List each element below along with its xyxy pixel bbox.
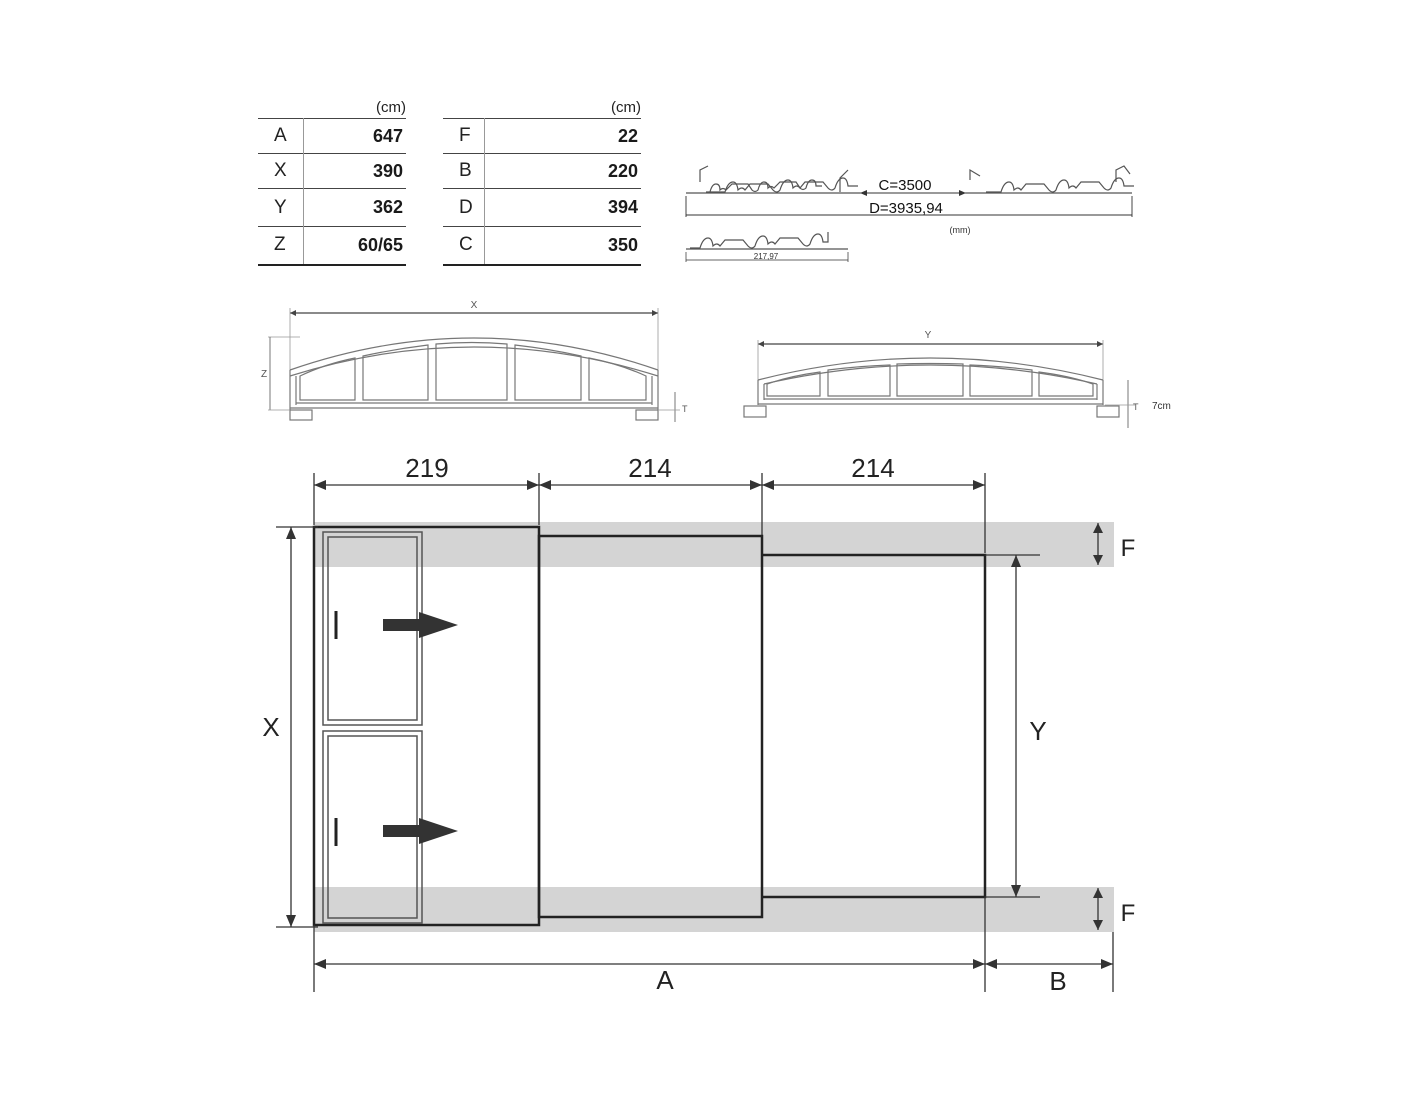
arrow-right-icon (383, 818, 458, 844)
y-width-label: Y (924, 330, 932, 341)
f-band-top (314, 522, 1114, 567)
dim-value: 362 (304, 189, 407, 227)
t-label: T (682, 404, 688, 414)
unit-label: (cm) (376, 98, 406, 116)
door (323, 532, 422, 923)
plan-view (262, 453, 1135, 996)
dim-key: C (443, 227, 485, 265)
dim-key: F (443, 119, 485, 154)
segment-1-width: 219 (405, 453, 449, 483)
segment-3-width: 214 (851, 453, 895, 483)
dim-value: 60/65 (304, 227, 407, 265)
dim-key: X (258, 154, 304, 189)
dim-value: 220 (485, 154, 642, 189)
side-view-x (268, 308, 680, 422)
arrow-right-icon (383, 612, 458, 638)
x-dimension-label: X (262, 712, 280, 742)
f-label-bottom: F (1120, 900, 1136, 927)
module-3 (762, 555, 985, 897)
module-1 (314, 527, 539, 925)
y-dimension-label: Y (1029, 716, 1047, 746)
dim-key: B (443, 154, 485, 189)
c-dimension-label: C=3500 (878, 177, 932, 194)
segment-2-width: 214 (628, 453, 672, 483)
t-value-label: 7cm (1152, 401, 1171, 412)
dim-value: 22 (485, 119, 642, 154)
f-label-top: F (1120, 535, 1136, 562)
dim-value: 390 (304, 154, 407, 189)
profile-section (686, 166, 1134, 262)
t-label-right: T (1133, 402, 1139, 412)
unit-label: (cm) (611, 98, 641, 116)
dim-value: 647 (304, 119, 407, 154)
a-dimension-label: A (656, 965, 674, 995)
dim-value: 394 (485, 189, 642, 227)
d-dimension-label: D=3935,94 (869, 200, 943, 217)
module-2 (539, 536, 762, 917)
dim-key: D (443, 189, 485, 227)
mm-unit-label: (mm) (949, 225, 971, 235)
panel-width-label: 217,97 (753, 252, 779, 261)
b-dimension-label: B (1049, 966, 1067, 996)
side-view-y (744, 340, 1135, 428)
x-width-label: X (470, 300, 478, 311)
z-height-label: Z (260, 369, 268, 380)
dim-value: 350 (485, 227, 642, 265)
dim-key: A (258, 119, 304, 154)
dim-key: Y (258, 189, 304, 227)
dim-key: Z (258, 227, 304, 265)
